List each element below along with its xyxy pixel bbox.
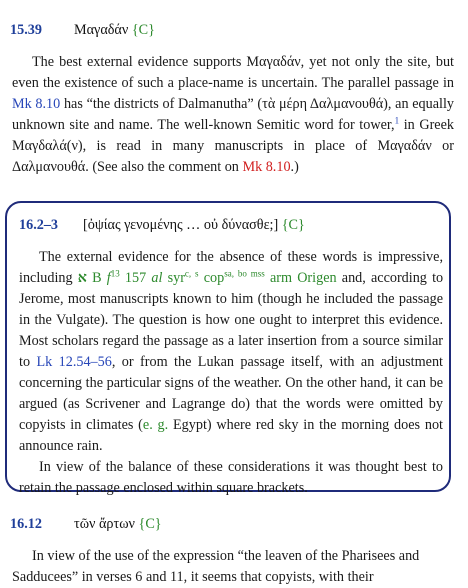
witness-sigla: c, s: [184, 268, 199, 279]
witness-sigla: 157: [124, 270, 147, 286]
cross-reference-link[interactable]: Mk 8.10: [12, 96, 61, 112]
comment-text: The best external evidence supports Μαγαδάν, yet not only the site, but even the existence of such a place-name is uncertain. The parallel passage in: [12, 54, 454, 91]
entry-heading: [19, 213, 443, 237]
comment-text: in Greek Μαγδαλά(ν), is read in many manuscripts in place of Μαγαδάν or Δαλμανουθά. (See also the comment on: [12, 117, 454, 175]
comment-text: , or from the Lukan passage itself, with an adjustment concerning the particular signs of the weather. On the other hand, it can be argued (as Scrivener and Lagrange do) that the words were omitted by copyists in climates (: [19, 354, 443, 433]
lemma-greek: τῶν ἄρτων: [74, 516, 135, 532]
witness-sigla: Origen: [297, 270, 337, 286]
lemma-greek: [ὀψίας γενομένης … οὐ δύνασθε;]: [83, 217, 279, 233]
verse-reference: 16.12: [10, 516, 42, 532]
comment-text: Egypt) where red sky in the morning does not announce rain.: [19, 417, 443, 454]
witness-sigla: syr: [167, 270, 185, 286]
comment-paragraph: In view of the balance of these considerations it was thought best to retain the passage enclosed within square brackets.: [19, 459, 443, 496]
entry-15-39: [0, 18, 468, 178]
witness-sigla: א: [77, 270, 87, 286]
rating-badge: {C}: [131, 22, 155, 38]
entry-heading: [0, 512, 468, 536]
cross-reference-link[interactable]: Lk 12.54–56: [36, 354, 112, 370]
comment-text: and, according to Jerome, most manuscripts known to him (though he included the passage in the Vulgate). The question is how one ought to interpret this evidence. Most scholars regard the passage as a later insertion from a source similar to: [19, 270, 444, 370]
rating-badge: {C}: [281, 217, 305, 233]
witness-sigla: sa, bo mss: [224, 268, 265, 279]
comment-text: .): [290, 159, 299, 175]
comment-text: The external evidence for the absence of these words is impressive, including: [19, 249, 443, 286]
entry-16-12: [0, 512, 468, 588]
witness-list: [78, 270, 337, 286]
verse-reference: 16.2–3: [19, 217, 59, 233]
footnote-marker[interactable]: 1: [394, 115, 400, 126]
comment-line: Sadducees” in verses 6 and 11, it seems that copyists, with their: [12, 569, 374, 585]
lemma-greek: Μαγαδάν: [74, 22, 129, 38]
witness-sigla: f: [106, 270, 111, 286]
witness-sigla: B: [92, 270, 102, 286]
comment-text: has “the districts of Dalmanutha” (τὰ μέρη Δαλμανουθά), an equally unknown site and name. The well-known Semitic word for tower,: [12, 96, 454, 133]
verse-reference: 15.39: [10, 22, 42, 38]
comment-line: In view of the use of the expression “the leaven of the Pharisees and: [32, 548, 420, 564]
cross-reference-link[interactable]: Mk 8.10: [242, 159, 291, 175]
entry-heading: [0, 18, 468, 42]
comment-paragraph: [19, 247, 443, 457]
comment-paragraph: [0, 52, 468, 178]
abbreviation: e. g.: [142, 417, 169, 433]
witness-sigla: al: [151, 270, 163, 286]
witness-sigla: 13: [110, 268, 120, 279]
witness-sigla: cop: [203, 270, 225, 286]
witness-sigla: arm: [269, 270, 292, 286]
rating-badge: {C}: [138, 516, 162, 532]
highlighted-entry-box: [5, 201, 451, 496]
